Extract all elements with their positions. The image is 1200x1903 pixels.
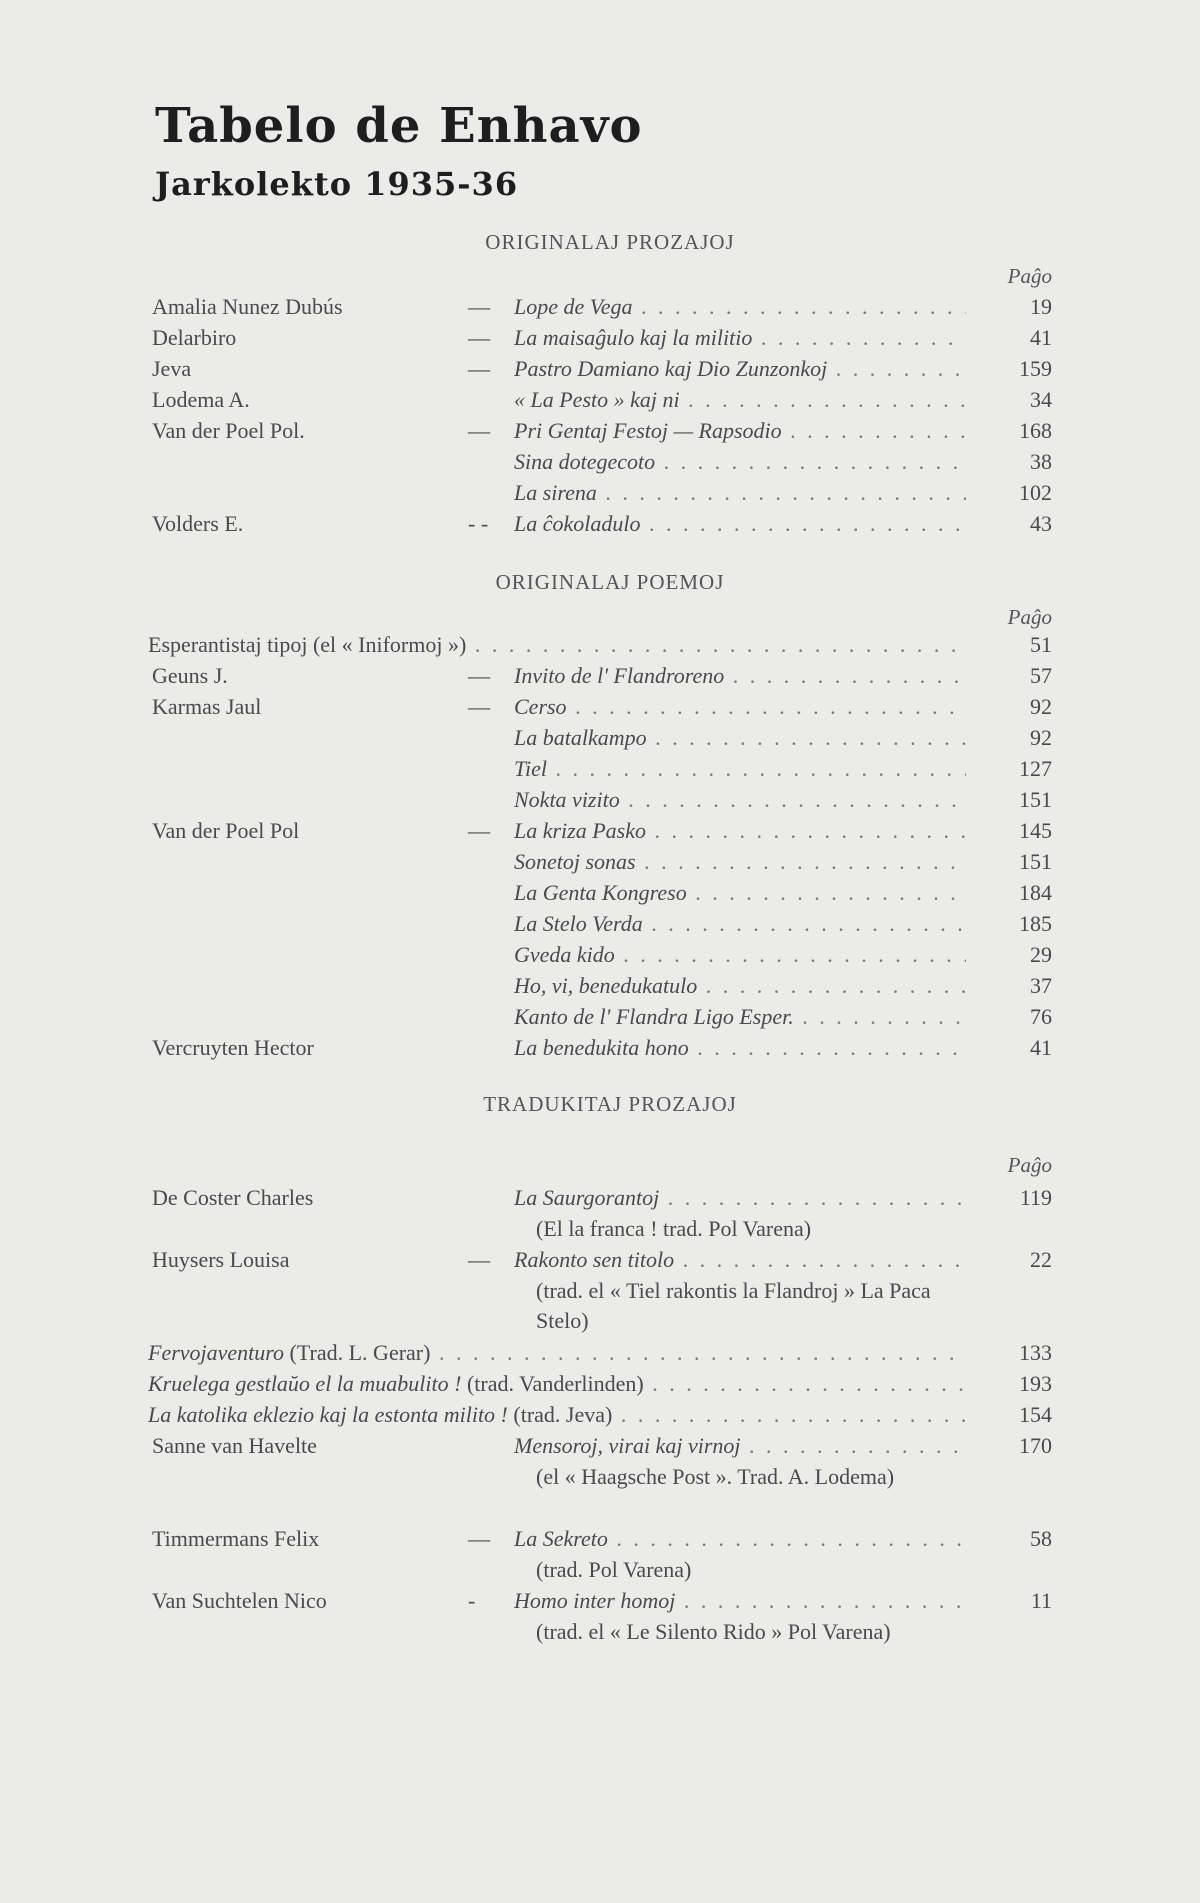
entry-page: 127 <box>1004 754 1052 784</box>
entry-page: 57 <box>1004 661 1052 691</box>
entry-page: 19 <box>1004 292 1052 322</box>
toc-row <box>0 754 1200 784</box>
entry-title: Pri Gentaj Festoj — Rapsodio . . . <box>514 416 966 446</box>
entry-title: Mensoroj, virai kaj virnoj . . . <box>514 1431 966 1461</box>
entry-dash: — <box>468 418 490 443</box>
entry-title: Gveda kido . . . <box>514 940 966 970</box>
toc-row <box>0 509 1200 539</box>
translation-note: (El la franca ! trad. Pol Varena) <box>536 1216 812 1241</box>
toc-row <box>0 292 1200 322</box>
entry-title: Nokta vizito . . . <box>514 785 966 815</box>
toc-row <box>0 323 1200 353</box>
entry-title-italic: La katolika eklezio kaj la estonta milito ! <box>148 1402 508 1427</box>
entry-title <box>148 1338 966 1368</box>
entry-page: 119 <box>1004 1183 1052 1213</box>
entry-author: Van der Poel Pol. <box>152 418 305 443</box>
toc-row <box>0 1245 1200 1275</box>
entry-page: 151 <box>1004 847 1052 877</box>
entry-author: Timmermans Felix <box>152 1526 320 1551</box>
entry-title: Cerso . . . <box>514 692 966 722</box>
toc-row <box>0 692 1200 722</box>
entry-title: La benedukita hono . . . <box>514 1033 966 1063</box>
toc-row <box>0 1586 1200 1616</box>
toc-row <box>0 416 1200 446</box>
entry-title: Invito de l' Flandroreno . . . <box>514 661 966 691</box>
entry-translator: (trad. Vanderlinden) <box>461 1371 644 1396</box>
translation-note: (el « Haagsche Post ». Trad. A. Lodema) <box>536 1464 895 1489</box>
entry-dash: - - <box>468 511 489 536</box>
entry-author: Karmas Jaul <box>152 694 262 719</box>
entry-page: 133 <box>1004 1338 1052 1368</box>
entry-title: Esperantistaj tipoj (el « Iniformoj ») . . . <box>148 630 966 660</box>
entry-dash: - <box>468 1588 476 1613</box>
entry-page: 34 <box>1004 385 1052 415</box>
translation-note: (trad. el « Tiel rakontis la Flandroj » La Paca Stelo) <box>536 1278 931 1333</box>
toc-row <box>0 478 1200 508</box>
entry-title <box>148 1369 966 1399</box>
entry-page: 145 <box>1004 816 1052 846</box>
entry-author: Huysers Louisa <box>152 1247 290 1272</box>
toc-row <box>0 847 1200 877</box>
toc-row <box>0 1033 1200 1063</box>
entry-page: 154 <box>1004 1400 1052 1430</box>
entry-title: La Genta Kongreso . . . <box>514 878 966 908</box>
toc-row <box>0 1400 1200 1430</box>
toc-row <box>0 630 1200 660</box>
entry-page: 51 <box>1004 630 1052 660</box>
toc-row <box>0 354 1200 384</box>
entry-dash: — <box>468 1526 490 1551</box>
entry-author: Amalia Nunez Dubús <box>152 294 343 319</box>
entry-author: Lodema A. <box>152 387 250 412</box>
entry-dash: — <box>468 694 490 719</box>
entry-dash: — <box>468 356 490 381</box>
entry-author: Geuns J. <box>152 663 228 688</box>
page-column-label: Paĝo <box>1007 605 1052 629</box>
entry-page: 37 <box>1004 971 1052 1001</box>
entry-title: « La Pesto » kaj ni . . . <box>514 385 966 415</box>
entry-author: Jeva <box>152 356 192 381</box>
entry-title: Lope de Vega . . . <box>514 292 966 322</box>
toc-row <box>0 447 1200 477</box>
entry-page: 168 <box>1004 416 1052 446</box>
entry-page: 159 <box>1004 354 1052 384</box>
entry-title: La Saurgorantoj . . . <box>514 1183 966 1213</box>
toc-row <box>0 1369 1200 1399</box>
entry-title: La sirena . . . <box>514 478 966 508</box>
entry-page: 58 <box>1004 1524 1052 1554</box>
entry-author: Delarbiro <box>152 325 237 350</box>
entry-page: 29 <box>1004 940 1052 970</box>
entry-author: Van der Poel Pol <box>152 818 300 843</box>
entry-author: De Coster Charles <box>152 1185 314 1210</box>
entry-page: 38 <box>1004 447 1052 477</box>
section-heading-translated-prose: TRADUKITAJ PROZAJOJ <box>483 1092 737 1116</box>
entry-page: 151 <box>1004 785 1052 815</box>
section-heading-original-poems: ORIGINALAJ POEMOJ <box>495 570 725 594</box>
entry-translator: (trad. Jeva) <box>507 1402 613 1427</box>
entry-dash: — <box>468 818 490 843</box>
entry-title: Sonetoj sonas . . . <box>514 847 966 877</box>
toc-row <box>0 971 1200 1001</box>
toc-row <box>0 1183 1200 1213</box>
entry-title: La Sekreto . . . <box>514 1524 966 1554</box>
toc-row <box>0 1002 1200 1032</box>
page-column-label: Paĝo <box>1007 1153 1052 1177</box>
entry-author: Vercruyten Hector <box>152 1035 314 1060</box>
entry-dash: — <box>468 663 490 688</box>
entry-title: Rakonto sen titolo . . . <box>514 1245 966 1275</box>
entry-title: La maisaĝulo kaj la militio . . . <box>514 323 966 353</box>
entry-page: 41 <box>1004 323 1052 353</box>
entry-title <box>148 1400 966 1430</box>
entry-dash: — <box>468 325 490 350</box>
entry-title: La ĉokoladulo . . . <box>514 509 966 539</box>
entry-title: Pastro Damiano kaj Dio Zunzonkoj . . . <box>514 354 966 384</box>
entry-page: 11 <box>1004 1586 1052 1616</box>
toc-row <box>0 878 1200 908</box>
translation-note: (trad. el « Le Silento Rido » Pol Varena) <box>536 1619 891 1644</box>
entry-page: 185 <box>1004 909 1052 939</box>
entry-translator: (Trad. L. Gerar) <box>284 1340 431 1365</box>
entry-title: Sina dotegecoto . . . <box>514 447 966 477</box>
entry-title: Ho, vi, benedukatulo . . . <box>514 971 966 1001</box>
volume-subtitle: Jarkolekto 1935-36 <box>155 165 519 203</box>
toc-row <box>0 940 1200 970</box>
entry-page: 76 <box>1004 1002 1052 1032</box>
entry-page: 102 <box>1004 478 1052 508</box>
section-heading-original-prose: ORIGINALAJ PROZAJOJ <box>485 230 735 254</box>
toc-row <box>0 1431 1200 1461</box>
entry-title: La kriza Pasko . . . <box>514 816 966 846</box>
entry-author: Volders E. <box>152 511 244 536</box>
toc-row <box>0 661 1200 691</box>
toc-row <box>0 723 1200 753</box>
page-title: Tabelo de Enhavo <box>155 98 643 154</box>
toc-row <box>0 909 1200 939</box>
entry-title: Tiel . . . <box>514 754 966 784</box>
entry-page: 22 <box>1004 1245 1052 1275</box>
entry-page: 193 <box>1004 1369 1052 1399</box>
entry-title: La Stelo Verda . . . <box>514 909 966 939</box>
entry-dash: — <box>468 1247 490 1272</box>
entry-page: 184 <box>1004 878 1052 908</box>
entry-page: 43 <box>1004 509 1052 539</box>
page-column-label: Paĝo <box>1007 264 1052 288</box>
entry-page: 92 <box>1004 692 1052 722</box>
entry-title-italic: Fervojaventuro <box>148 1340 285 1365</box>
entry-page: 92 <box>1004 723 1052 753</box>
toc-row <box>0 385 1200 415</box>
entry-author: Van Suchtelen Nico <box>152 1588 327 1613</box>
entry-dash: — <box>468 294 490 319</box>
toc-row <box>0 785 1200 815</box>
translation-note: (trad. Pol Varena) <box>536 1557 692 1582</box>
toc-row <box>0 1524 1200 1554</box>
entry-title: Kanto de l' Flandra Ligo Esper. . . . <box>514 1002 966 1032</box>
entry-title: Homo inter homoj . . . <box>514 1586 966 1616</box>
entry-page: 41 <box>1004 1033 1052 1063</box>
toc-row <box>0 816 1200 846</box>
entry-title-italic: Kruelega gestlaŭo el la muabulito ! <box>148 1371 462 1396</box>
entry-author: Sanne van Havelte <box>152 1433 317 1458</box>
entry-title: La batalkampo . . . <box>514 723 966 753</box>
entry-page: 170 <box>1004 1431 1052 1461</box>
toc-row <box>0 1338 1200 1368</box>
